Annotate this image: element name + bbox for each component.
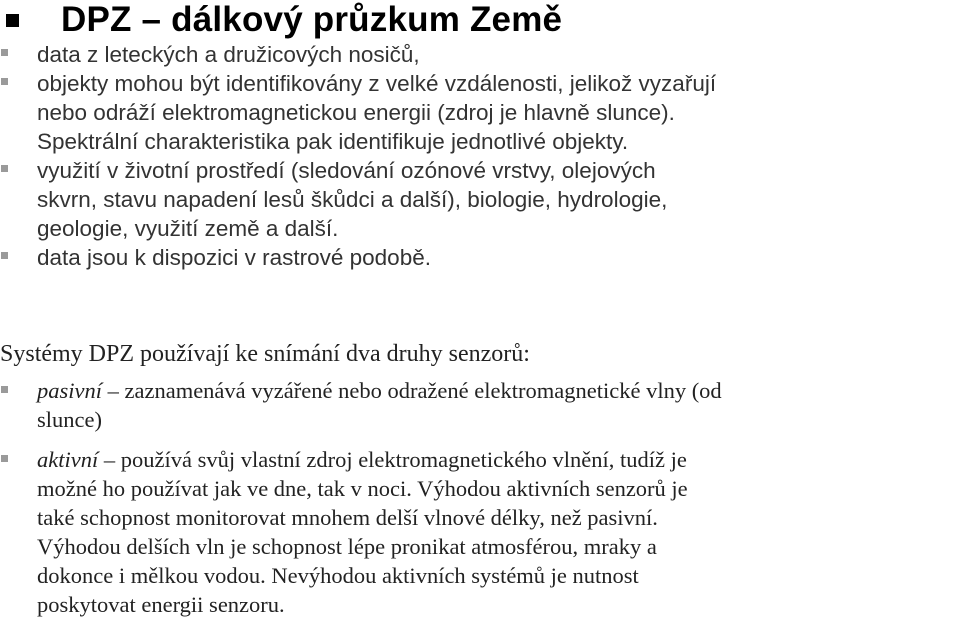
square-bullet-icon bbox=[1, 386, 8, 393]
bullet-line: data jsou k dispozici v rastrové podobě. bbox=[37, 245, 431, 270]
sensor-term: pasivní bbox=[37, 378, 102, 403]
square-bullet-icon bbox=[1, 49, 8, 56]
sensor-line bbox=[37, 445, 960, 474]
sensor-line: možné ho používat jak ve dne, tak v noci. Výhodou aktivních senzorů je bbox=[37, 476, 688, 501]
bullet-item bbox=[0, 156, 960, 243]
sensor-line: Výhodou delších vln je schopnost lépe pronikat atmosférou, mraky a bbox=[37, 534, 657, 559]
sensor-line: slunce) bbox=[37, 407, 102, 432]
bullet-line: Spektrální charakteristika pak identifikuje jednotlivé objekty. bbox=[37, 129, 629, 154]
sensor-line: také schopnost monitorovat mnohem delší vlnové délky, než pasivní. bbox=[37, 505, 658, 530]
sensor-item-passive bbox=[0, 376, 960, 434]
bullet-list bbox=[0, 40, 960, 272]
bullet-line: objekty mohou být identifikovány z velké vzdálenosti, jelikož vyzařují bbox=[37, 71, 717, 96]
square-bullet-icon bbox=[1, 165, 8, 172]
sensor-item-active bbox=[0, 445, 960, 619]
slide-title-row bbox=[6, 0, 562, 40]
sensor-description: – zaznamenává vyzářené nebo odražené elektromagnetické vlny (od bbox=[102, 378, 722, 403]
sensor-term: aktivní bbox=[37, 447, 99, 472]
square-bullet-icon bbox=[1, 252, 8, 259]
square-bullet-icon bbox=[1, 78, 8, 85]
bullet-item bbox=[0, 40, 960, 69]
bullet-item bbox=[0, 69, 960, 156]
bullet-line: nebo odráží elektromagnetickou energii (zdroj je hlavně slunce). bbox=[37, 100, 675, 125]
bullet-item bbox=[0, 243, 960, 272]
bullet-line: data z leteckých a družicových nosičů, bbox=[37, 42, 420, 67]
bullet-line: využití v životní prostředí (sledování ozónové vrstvy, olejových bbox=[37, 158, 656, 183]
sensor-list bbox=[0, 376, 960, 619]
systems-heading: Systémy DPZ používají ke snímání dva druhy senzorů: bbox=[0, 341, 530, 367]
square-bullet-icon bbox=[1, 455, 8, 462]
bullet-line: geologie, využití země a další. bbox=[37, 216, 339, 241]
sensor-line: poskytovat energii senzoru. bbox=[37, 592, 285, 617]
sensor-line bbox=[37, 376, 960, 405]
sensor-line: dokonce i mělkou vodou. Nevýhodou aktivních systémů je nutnost bbox=[37, 563, 639, 588]
sensor-description: – používá svůj vlastní zdroj elektromagnetického vlnění, tudíž je bbox=[98, 447, 687, 472]
slide-title: DPZ – dálkový průzkum Země bbox=[61, 0, 563, 39]
square-bullet-icon bbox=[6, 14, 19, 27]
bullet-line: skvrn, stavu napadení lesů škůdci a další), biologie, hydrologie, bbox=[37, 187, 668, 212]
